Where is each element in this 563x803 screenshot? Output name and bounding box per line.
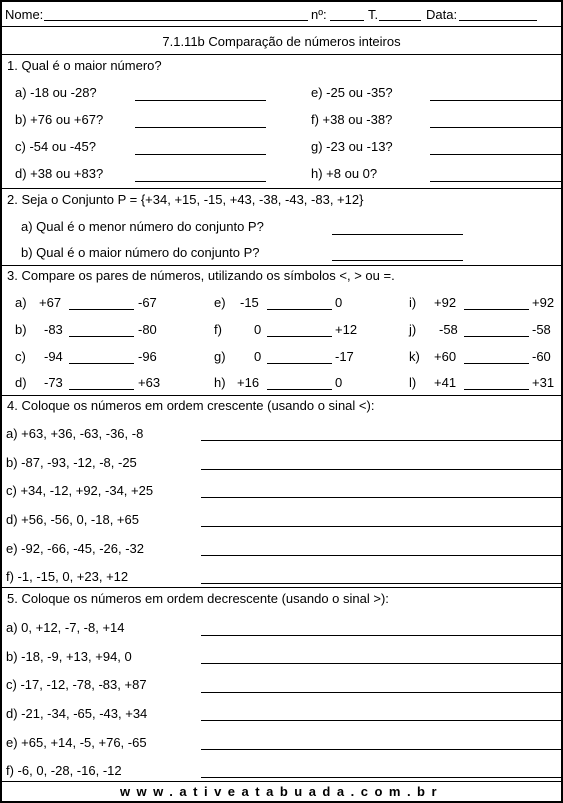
q3-label: c) xyxy=(15,349,26,364)
q1-item-h: h) +8 ou 0? xyxy=(311,166,378,181)
q4-item-d: d) +56, -56, 0, -18, +65 xyxy=(6,512,139,527)
number-label: nº: xyxy=(311,7,327,22)
class-field[interactable] xyxy=(379,20,421,21)
q2-item-b: b) Qual é o maior número do conjunto P? xyxy=(21,245,260,260)
answer-line[interactable] xyxy=(332,260,463,261)
answer-line[interactable] xyxy=(201,663,561,664)
name-label: Nome: xyxy=(5,7,44,22)
q3-left-value: +16 xyxy=(237,375,260,390)
comparison-blank[interactable] xyxy=(69,389,134,390)
divider xyxy=(2,54,561,55)
q4-item-b: b) -87, -93, -12, -8, -25 xyxy=(6,455,137,470)
q4-item-f: f) -1, -15, 0, +23, +12 xyxy=(6,569,129,584)
q3-left-value: -83 xyxy=(44,322,63,337)
answer-line[interactable] xyxy=(201,720,561,721)
q1-item-e: e) -25 ou -35? xyxy=(311,85,393,100)
q3-left-value: +60 xyxy=(434,349,457,364)
comparison-blank[interactable] xyxy=(69,363,134,364)
q3-label: g) xyxy=(214,349,226,364)
answer-line[interactable] xyxy=(135,181,266,182)
q5-item-b: b) -18, -9, +13, +94, 0 xyxy=(6,649,132,664)
q3-right-value: 0 xyxy=(335,295,343,310)
q5-item-d: d) -21, -34, -65, -43, +34 xyxy=(6,706,148,721)
answer-line[interactable] xyxy=(201,555,561,556)
q3-label: e) xyxy=(214,295,226,310)
comparison-blank[interactable] xyxy=(267,389,332,390)
q4-item-e: e) -92, -66, -45, -26, -32 xyxy=(6,541,145,556)
q3-right-value: +12 xyxy=(335,322,358,337)
date-field[interactable] xyxy=(459,20,537,21)
answer-line[interactable] xyxy=(201,692,561,693)
q1-item-d: d) +38 ou +83? xyxy=(15,166,104,181)
q3-left-value: 0 xyxy=(254,322,262,337)
q3-left-value: +92 xyxy=(434,295,457,310)
answer-line[interactable] xyxy=(201,583,561,584)
divider xyxy=(2,781,561,782)
q3-label: a) xyxy=(15,295,27,310)
q3-right-value: +63 xyxy=(138,375,161,390)
comparison-blank[interactable] xyxy=(464,336,529,337)
question-2-prompt: 2. Seja o Conjunto P = {+34, +15, -15, +43, -38, -43, -83, +12} xyxy=(7,192,364,207)
q3-left-value: +41 xyxy=(434,375,457,390)
q5-item-f: f) -6, 0, -28, -16, -12 xyxy=(6,763,122,778)
q2-item-a: a) Qual é o menor número do conjunto P? xyxy=(21,219,264,234)
q4-item-a: a) +63, +36, -63, -36, -8 xyxy=(6,426,144,441)
comparison-blank[interactable] xyxy=(464,363,529,364)
q3-right-value: 0 xyxy=(335,375,343,390)
q3-left-value: +67 xyxy=(39,295,62,310)
answer-line[interactable] xyxy=(135,154,266,155)
q3-label: k) xyxy=(409,349,420,364)
comparison-blank[interactable] xyxy=(267,363,332,364)
answer-line[interactable] xyxy=(201,777,561,778)
q3-right-value: -58 xyxy=(532,322,551,337)
answer-line[interactable] xyxy=(430,127,561,128)
q3-left-value: -73 xyxy=(44,375,63,390)
q3-label: l) xyxy=(409,375,417,390)
q5-item-a: a) 0, +12, -7, -8, +14 xyxy=(6,620,125,635)
comparison-blank[interactable] xyxy=(69,309,134,310)
q1-item-a: a) -18 ou -28? xyxy=(15,85,97,100)
q3-right-value: +31 xyxy=(532,375,555,390)
q1-item-f: f) +38 ou -38? xyxy=(311,112,393,127)
question-5-prompt: 5. Coloque os números em ordem decrescente (usando o sinal >): xyxy=(7,591,389,606)
q3-label: f) xyxy=(214,322,222,337)
q3-label: d) xyxy=(15,375,27,390)
q3-label: i) xyxy=(409,295,417,310)
answer-line[interactable] xyxy=(135,127,266,128)
divider xyxy=(2,265,561,266)
answer-line[interactable] xyxy=(201,526,561,527)
q3-label: h) xyxy=(214,375,226,390)
q3-right-value: -96 xyxy=(138,349,157,364)
divider xyxy=(2,26,561,27)
answer-line[interactable] xyxy=(201,749,561,750)
divider xyxy=(2,587,561,588)
question-3-prompt: 3. Compare os pares de números, utilizando os símbolos <, > ou =. xyxy=(7,268,395,283)
q3-right-value: -17 xyxy=(335,349,354,364)
answer-line[interactable] xyxy=(201,497,561,498)
q3-label: b) xyxy=(15,322,27,337)
answer-line[interactable] xyxy=(201,635,561,636)
q3-right-value: +92 xyxy=(532,295,555,310)
q3-label: j) xyxy=(409,322,417,337)
answer-line[interactable] xyxy=(201,440,561,441)
answer-line[interactable] xyxy=(430,181,561,182)
class-label: T. xyxy=(368,7,379,22)
question-1-prompt: 1. Qual é o maior número? xyxy=(7,58,162,73)
divider xyxy=(2,188,561,189)
q1-item-c: c) -54 ou -45? xyxy=(15,139,96,154)
q4-item-c: c) +34, -12, +92, -34, +25 xyxy=(6,483,154,498)
q3-left-value: 0 xyxy=(254,349,262,364)
footer-website: www.ativeatabuada.com.br xyxy=(119,784,444,799)
q1-item-b: b) +76 ou +67? xyxy=(15,112,104,127)
q3-right-value: -80 xyxy=(138,322,157,337)
name-field[interactable] xyxy=(44,20,308,21)
answer-line[interactable] xyxy=(430,100,561,101)
q3-left-value: -94 xyxy=(44,349,63,364)
comparison-blank[interactable] xyxy=(267,309,332,310)
q5-item-c: c) -17, -12, -78, -83, +87 xyxy=(6,677,147,692)
answer-line[interactable] xyxy=(201,469,561,470)
comparison-blank[interactable] xyxy=(267,336,332,337)
q5-item-e: e) +65, +14, -5, +76, -65 xyxy=(6,735,147,750)
q1-item-g: g) -23 ou -13? xyxy=(311,139,393,154)
answer-line[interactable] xyxy=(430,154,561,155)
comparison-blank[interactable] xyxy=(464,309,529,310)
comparison-blank[interactable] xyxy=(69,336,134,337)
divider xyxy=(2,395,561,396)
comparison-blank[interactable] xyxy=(464,389,529,390)
q3-right-value: -67 xyxy=(138,295,157,310)
number-field[interactable] xyxy=(330,20,364,21)
q3-right-value: -60 xyxy=(532,349,551,364)
q3-left-value: -15 xyxy=(240,295,259,310)
answer-line[interactable] xyxy=(135,100,266,101)
answer-line[interactable] xyxy=(332,234,463,235)
question-4-prompt: 4. Coloque os números em ordem crescente (usando o sinal <): xyxy=(7,398,375,413)
page-title: 7.1.11b Comparação de números inteiros xyxy=(162,34,401,49)
date-label: Data: xyxy=(426,7,458,22)
q3-left-value: -58 xyxy=(439,322,458,337)
